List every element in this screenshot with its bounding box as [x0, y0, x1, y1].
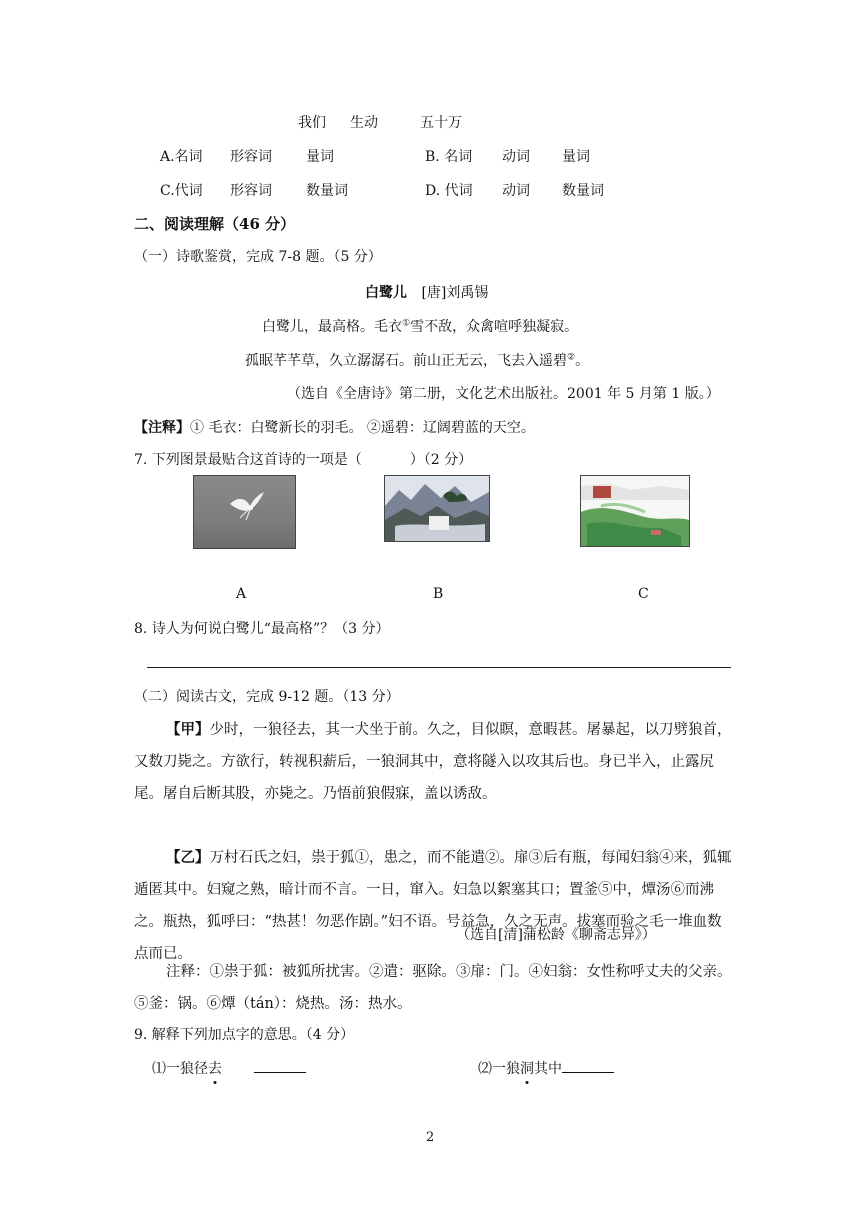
poem-section-heading: （一）诗歌鉴赏，完成 7-8 题。（5 分） — [134, 249, 382, 265]
poem-line-2: 孤眠芊芊草，久立潺潺石。前山正无云，飞去入遥碧②。 — [245, 352, 590, 369]
passage-jia — [134, 714, 732, 810]
q6-option-c-word3: 数量词 — [306, 183, 348, 199]
q9-item-2-dotted-char: 洞 — [520, 1058, 534, 1078]
q9-item-1-blank[interactable] — [254, 1060, 306, 1073]
q7-prompt: 7. 下列图景最贴合这首诗的一项是（ ）（2 分） — [134, 452, 473, 468]
passage-yi-source: （选自[清]蒲松龄《聊斋志异》） — [456, 927, 656, 943]
passage-yi-text: 万村石氏之妇，祟于狐①，患之，而不能遣②。扉③后有瓶，每闻妇翁④来，狐辄遁匿其中。妇窥之熟，暗计而不言。一日，窜入。妇急以絮塞其口；置釜⑤中，燂汤⑥而沸之。瓶热，狐呼曰：“热甚！勿恶作剧。”妇不语。号益急，久之无声。拔塞而验之毛一堆血数点而已。 — [134, 850, 732, 962]
q6-option-d-word3: 数量词 — [562, 183, 604, 199]
q6-option-b: B. 名词 — [425, 149, 473, 165]
passage-yi — [134, 842, 732, 970]
poem-notes-label: 【注释】 — [134, 420, 190, 436]
poem-title: 白鹭儿 — [365, 285, 407, 301]
q6-option-d: D. 代词 — [425, 183, 473, 199]
q9-item-2: ⑵一狼洞其中 — [478, 1058, 614, 1078]
option-b-landscape-image — [384, 475, 490, 542]
q6-option-a-word3: 量词 — [306, 149, 334, 165]
page-number: 2 — [426, 1130, 435, 1145]
q6-option-d-word2: 动词 — [502, 183, 530, 199]
q6-option-c-word2: 形容词 — [230, 183, 272, 199]
option-b-label: B — [433, 586, 444, 602]
poem-notes-text: ① 毛衣：白鹭新长的羽毛。 ②遥碧：辽阔碧蓝的天空。 — [190, 420, 535, 436]
lake-scene-icon — [581, 476, 689, 546]
passage-notes: 注释：①祟于狐：被狐所扰害。②遣：驱除。③扉：门。④妇翁：女性称呼丈夫的父亲。⑤釜：锅。⑥燂（tán）：烧热。汤：热水。 — [134, 964, 732, 1012]
q6-word-1: 我们 — [298, 115, 326, 131]
passage-jia-label: 【甲】 — [166, 721, 210, 738]
prose-section-heading: （二）阅读古文，完成 9-12 题。（13 分） — [134, 689, 400, 705]
poem-line-1: 白鹭儿，最高格。毛衣①雪不敌，众禽喧呼独凝寂。 — [262, 318, 579, 335]
q6-option-b-word2: 动词 — [502, 149, 530, 165]
poem-source: （选自《全唐诗》第二册，文化艺术出版社。2001 年 5 月第 1 版。） — [287, 386, 720, 402]
option-a-egret-image — [193, 475, 296, 549]
option-c-lake-image — [580, 475, 690, 547]
q9-item-1-dotted-char: 去 — [208, 1058, 222, 1078]
section-2-title: 二、阅读理解（46 分） — [134, 215, 296, 233]
q6-word-2: 生动 — [350, 115, 378, 131]
q6-option-c: C.代词 — [160, 183, 203, 199]
q8-answer-line[interactable] — [147, 667, 731, 668]
option-a-label: A — [236, 586, 247, 602]
passage-yi-label: 【乙】 — [166, 849, 210, 866]
q9-item-2-blank[interactable] — [562, 1060, 614, 1073]
q6-option-a-word2: 形容词 — [230, 149, 272, 165]
q6-option-a: A.名词 — [160, 149, 203, 165]
q6-word-3: 五十万 — [420, 115, 462, 131]
poem-title-line — [365, 282, 488, 302]
option-c-label: C — [638, 586, 649, 602]
egret-icon — [194, 476, 295, 548]
note-marker-2: ② — [567, 352, 576, 363]
q9-item-1: ⑴一狼径去 — [152, 1058, 306, 1078]
q8-prompt: 8. 诗人为何说白鹭儿“最高格”？（3 分） — [134, 621, 390, 637]
poem-author: [唐]刘禹锡 — [421, 285, 489, 301]
mountain-landscape-icon — [385, 476, 489, 541]
poem-notes — [134, 417, 535, 437]
q9-prompt: 9. 解释下列加点字的意思。（4 分） — [134, 1027, 355, 1043]
note-marker-1: ① — [402, 318, 411, 329]
q6-option-b-word3: 量词 — [562, 149, 590, 165]
passage-jia-text: 少时，一狼径去，其一犬坐于前。久之，目似瞑，意暇甚。屠暴起，以刀劈狼首，又数刀毙之。方欲行，转视积薪后，一狼洞其中，意将隧入以攻其后也。身已半入，止露尻尾。屠自后断其股，亦毙之。乃悟前狼假寐，盖以诱敌。 — [134, 722, 732, 802]
